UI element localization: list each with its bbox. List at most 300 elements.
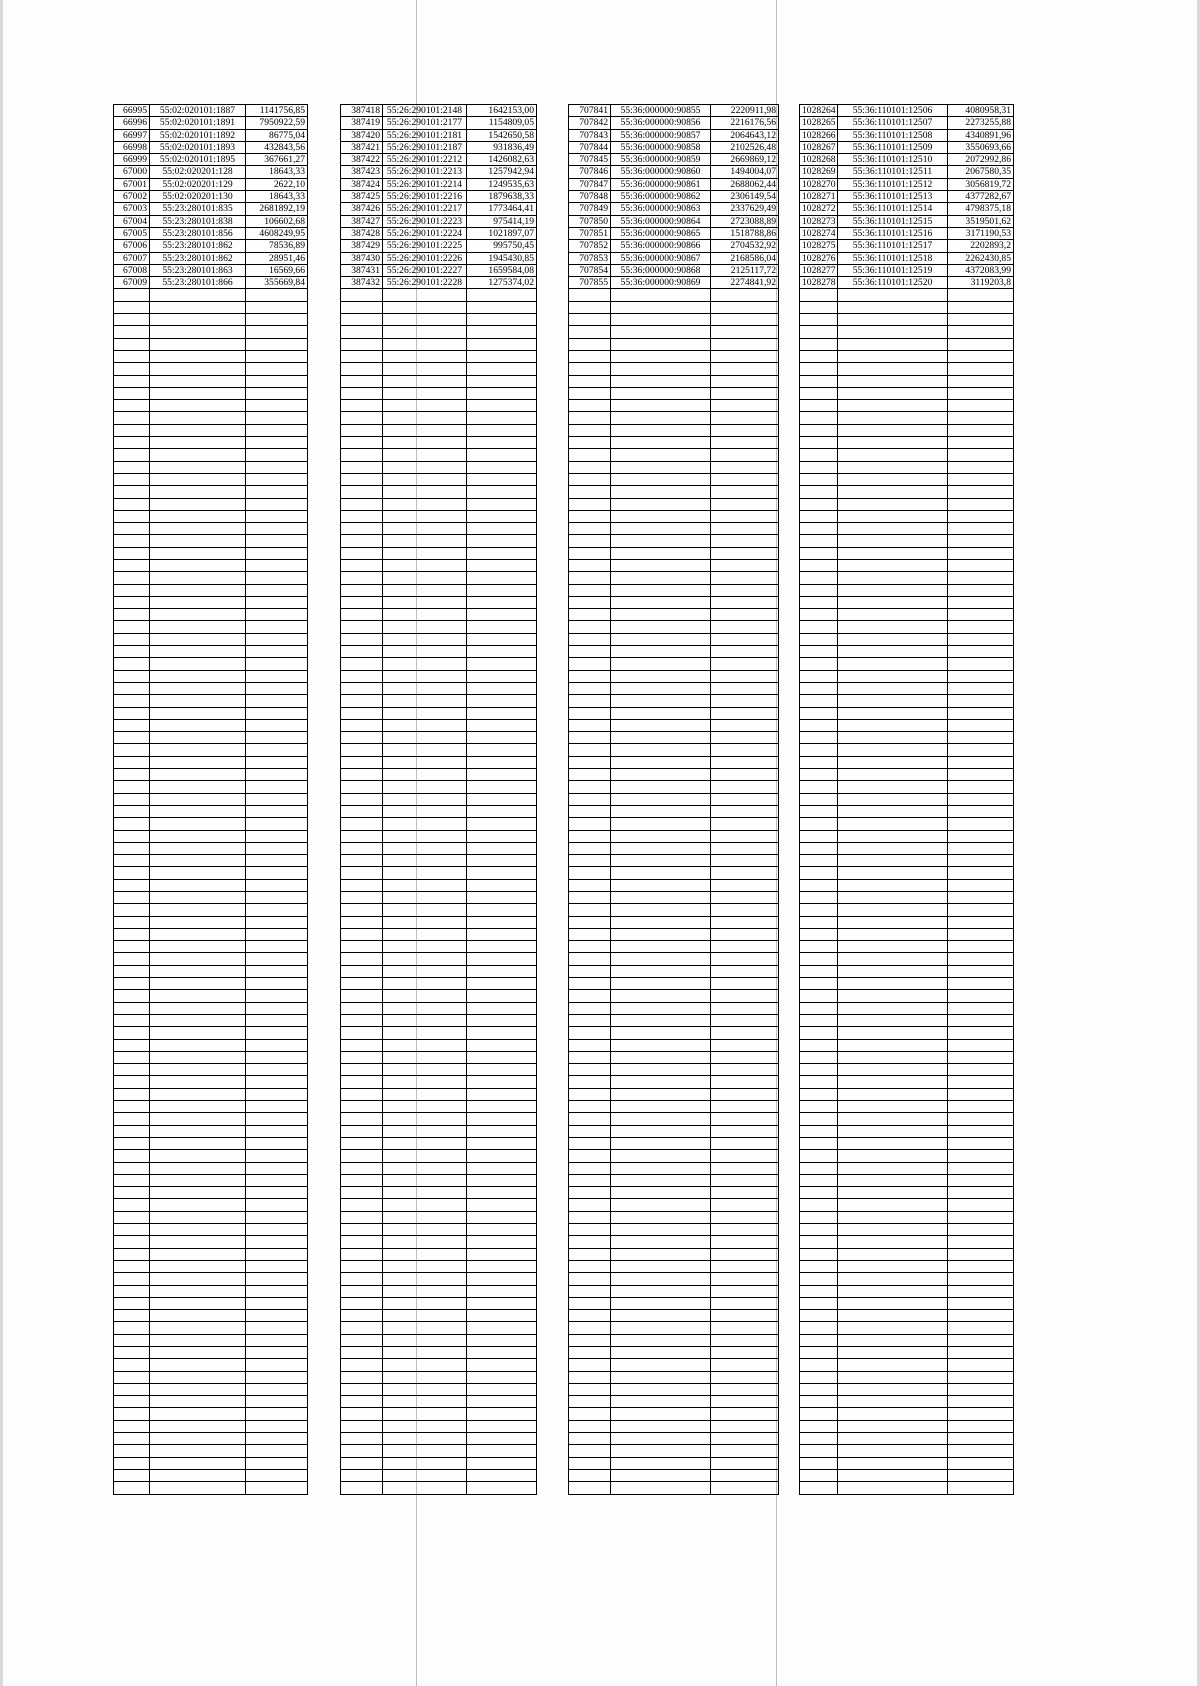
cadastral-number bbox=[383, 978, 467, 990]
cadastral-value bbox=[467, 523, 537, 535]
row-number bbox=[114, 449, 150, 461]
cadastral-number bbox=[611, 338, 711, 350]
cadastral-value bbox=[711, 1162, 779, 1174]
row-number bbox=[341, 1002, 383, 1014]
row-number bbox=[114, 707, 150, 719]
cadastral-number bbox=[611, 707, 711, 719]
row-number bbox=[800, 1285, 838, 1297]
row-number bbox=[569, 1433, 611, 1445]
row-number bbox=[569, 1469, 611, 1481]
row-number bbox=[569, 1482, 611, 1494]
cadastral-value: 4608249,95 bbox=[246, 227, 308, 239]
cadastral-value bbox=[711, 670, 779, 682]
table-row bbox=[800, 461, 1014, 473]
cadastral-value: 355669,84 bbox=[246, 277, 308, 289]
cadastral-value bbox=[948, 1051, 1014, 1063]
table-row bbox=[114, 1420, 308, 1432]
cadastral-value bbox=[246, 916, 308, 928]
row-number bbox=[114, 301, 150, 313]
cadastral-number: 55:23:280101:862 bbox=[150, 240, 246, 252]
table-row bbox=[114, 1002, 308, 1014]
row-number bbox=[800, 1482, 838, 1494]
row-number bbox=[800, 621, 838, 633]
row-number bbox=[341, 1383, 383, 1395]
row-number bbox=[569, 744, 611, 756]
table-row bbox=[800, 117, 1014, 129]
cadastral-value bbox=[948, 400, 1014, 412]
cadastral-value bbox=[246, 670, 308, 682]
table-row bbox=[800, 658, 1014, 670]
cadastral-number bbox=[383, 719, 467, 731]
cadastral-number bbox=[383, 916, 467, 928]
table-row bbox=[800, 523, 1014, 535]
cadastral-value: 4080958,31 bbox=[948, 105, 1014, 117]
row-number bbox=[569, 1445, 611, 1457]
cadastral-value bbox=[711, 1088, 779, 1100]
cadastral-value bbox=[467, 559, 537, 571]
cadastral-value bbox=[948, 818, 1014, 830]
cadastral-value: 3119203,8 bbox=[948, 277, 1014, 289]
table-row bbox=[341, 744, 537, 756]
cadastral-value bbox=[711, 1125, 779, 1137]
cadastral-number bbox=[150, 609, 246, 621]
table-row bbox=[800, 1101, 1014, 1113]
table-row bbox=[114, 1014, 308, 1026]
table-row bbox=[800, 277, 1014, 289]
table-row bbox=[569, 1482, 779, 1494]
row-number bbox=[569, 916, 611, 928]
cadastral-value bbox=[246, 1174, 308, 1186]
row-number bbox=[114, 1469, 150, 1481]
cadastral-value bbox=[948, 1002, 1014, 1014]
table-row bbox=[569, 719, 779, 731]
table-row bbox=[341, 1346, 537, 1358]
table-row bbox=[341, 1113, 537, 1125]
cadastral-number bbox=[150, 375, 246, 387]
cadastral-number bbox=[150, 1088, 246, 1100]
cadastral-value bbox=[246, 1162, 308, 1174]
row-number bbox=[114, 1137, 150, 1149]
cadastral-value bbox=[467, 387, 537, 399]
row-number bbox=[800, 1260, 838, 1272]
row-number: 707849 bbox=[569, 203, 611, 215]
row-number bbox=[800, 941, 838, 953]
cadastral-value: 2688062,44 bbox=[711, 178, 779, 190]
table-row bbox=[800, 1150, 1014, 1162]
cadastral-value bbox=[711, 646, 779, 658]
table-row bbox=[800, 498, 1014, 510]
table-row bbox=[341, 842, 537, 854]
table-row bbox=[800, 842, 1014, 854]
cadastral-value bbox=[711, 756, 779, 768]
cadastral-number bbox=[611, 1469, 711, 1481]
table-row bbox=[569, 941, 779, 953]
cadastral-value bbox=[711, 473, 779, 485]
table-row bbox=[114, 965, 308, 977]
table-row bbox=[114, 559, 308, 571]
row-number bbox=[569, 609, 611, 621]
table-row bbox=[341, 1199, 537, 1211]
cadastral-number bbox=[611, 1187, 711, 1199]
table-row bbox=[114, 547, 308, 559]
row-number bbox=[114, 314, 150, 326]
row-number bbox=[341, 1371, 383, 1383]
table-row bbox=[800, 1457, 1014, 1469]
row-number bbox=[800, 1162, 838, 1174]
table-row bbox=[341, 363, 537, 375]
cadastral-number bbox=[838, 707, 948, 719]
table-row bbox=[341, 350, 537, 362]
cadastral-value bbox=[948, 437, 1014, 449]
cadastral-number bbox=[611, 1433, 711, 1445]
row-number: 67006 bbox=[114, 240, 150, 252]
table-row bbox=[569, 781, 779, 793]
cadastral-value bbox=[948, 461, 1014, 473]
row-number bbox=[800, 842, 838, 854]
cadastral-number bbox=[150, 928, 246, 940]
cadastral-number bbox=[838, 1199, 948, 1211]
table-row bbox=[569, 1014, 779, 1026]
cadastral-value bbox=[246, 707, 308, 719]
row-number: 707848 bbox=[569, 191, 611, 203]
table-row bbox=[800, 400, 1014, 412]
row-number bbox=[800, 486, 838, 498]
cadastral-number bbox=[383, 818, 467, 830]
cadastral-value bbox=[467, 621, 537, 633]
table-row bbox=[341, 1322, 537, 1334]
table-row bbox=[114, 314, 308, 326]
cadastral-number bbox=[150, 830, 246, 842]
table-row bbox=[800, 928, 1014, 940]
cadastral-value bbox=[711, 1433, 779, 1445]
table-row bbox=[569, 1174, 779, 1186]
cadastral-value bbox=[246, 437, 308, 449]
table-row bbox=[800, 732, 1014, 744]
table-row bbox=[800, 756, 1014, 768]
cadastral-value bbox=[467, 1236, 537, 1248]
cadastral-value bbox=[246, 572, 308, 584]
table-row bbox=[341, 326, 537, 338]
cadastral-number bbox=[611, 793, 711, 805]
cadastral-value bbox=[246, 1322, 308, 1334]
cadastral-value bbox=[467, 1137, 537, 1149]
table-row bbox=[114, 1076, 308, 1088]
row-number: 66996 bbox=[114, 117, 150, 129]
table-row bbox=[341, 424, 537, 436]
row-number bbox=[114, 584, 150, 596]
cadastral-number: 55:36:000000:90867 bbox=[611, 252, 711, 264]
table-row bbox=[114, 1322, 308, 1334]
table-row bbox=[114, 916, 308, 928]
row-number bbox=[341, 1445, 383, 1457]
row-number bbox=[800, 424, 838, 436]
row-number bbox=[341, 559, 383, 571]
row-number: 707853 bbox=[569, 252, 611, 264]
cadastral-value bbox=[948, 1482, 1014, 1494]
cadastral-value bbox=[246, 621, 308, 633]
table-row bbox=[114, 584, 308, 596]
row-number bbox=[800, 670, 838, 682]
cadastral-number bbox=[383, 449, 467, 461]
cadastral-value bbox=[246, 928, 308, 940]
cadastral-number bbox=[383, 363, 467, 375]
table-row bbox=[114, 424, 308, 436]
cadastral-value bbox=[711, 658, 779, 670]
row-number bbox=[800, 547, 838, 559]
row-number bbox=[569, 1064, 611, 1076]
cadastral-value bbox=[948, 1039, 1014, 1051]
table-row bbox=[800, 682, 1014, 694]
cadastral-value bbox=[467, 1162, 537, 1174]
row-number bbox=[114, 1260, 150, 1272]
cadastral-value bbox=[467, 609, 537, 621]
cadastral-value: 1642153,00 bbox=[467, 105, 537, 117]
cadastral-number bbox=[150, 646, 246, 658]
row-number: 66995 bbox=[114, 105, 150, 117]
cadastral-number bbox=[383, 1273, 467, 1285]
cadastral-number bbox=[150, 732, 246, 744]
cadastral-value: 2622,10 bbox=[246, 178, 308, 190]
cadastral-value bbox=[711, 1285, 779, 1297]
row-number bbox=[114, 609, 150, 621]
cadastral-value bbox=[246, 363, 308, 375]
cadastral-value: 3171190,53 bbox=[948, 227, 1014, 239]
cadastral-number bbox=[611, 449, 711, 461]
table-row bbox=[800, 805, 1014, 817]
table-row bbox=[341, 990, 537, 1002]
table-row bbox=[800, 1199, 1014, 1211]
cadastral-value bbox=[948, 314, 1014, 326]
row-number bbox=[800, 1076, 838, 1088]
table-row bbox=[341, 166, 537, 178]
cadastral-value bbox=[467, 1260, 537, 1272]
cadastral-number bbox=[383, 867, 467, 879]
table-row bbox=[569, 1346, 779, 1358]
row-number bbox=[114, 1322, 150, 1334]
table-row bbox=[114, 301, 308, 313]
cadastral-value: 995750,45 bbox=[467, 240, 537, 252]
row-number bbox=[800, 1383, 838, 1395]
cadastral-value bbox=[467, 1187, 537, 1199]
cadastral-number bbox=[150, 1346, 246, 1358]
row-number bbox=[800, 879, 838, 891]
row-number bbox=[341, 1273, 383, 1285]
cadastral-number bbox=[611, 1359, 711, 1371]
table-row bbox=[341, 400, 537, 412]
cadastral-number bbox=[611, 732, 711, 744]
row-number bbox=[341, 1162, 383, 1174]
table-row bbox=[114, 178, 308, 190]
table-row bbox=[114, 1101, 308, 1113]
table-row bbox=[341, 953, 537, 965]
row-number bbox=[341, 978, 383, 990]
row-number bbox=[341, 375, 383, 387]
cadastral-value bbox=[711, 1445, 779, 1457]
cadastral-value: 2064643,12 bbox=[711, 129, 779, 141]
table-row bbox=[569, 203, 779, 215]
cadastral-number bbox=[383, 965, 467, 977]
cadastral-number: 55:26:290101:2226 bbox=[383, 252, 467, 264]
table-row bbox=[114, 1125, 308, 1137]
cadastral-number bbox=[838, 1297, 948, 1309]
cadastral-value bbox=[246, 1457, 308, 1469]
cadastral-value bbox=[711, 375, 779, 387]
cadastral-value bbox=[948, 1014, 1014, 1026]
cadastral-value bbox=[948, 904, 1014, 916]
cadastral-number bbox=[150, 498, 246, 510]
row-number: 707847 bbox=[569, 178, 611, 190]
row-number bbox=[800, 1150, 838, 1162]
row-number bbox=[114, 289, 150, 301]
table-row bbox=[341, 437, 537, 449]
cadastral-number bbox=[383, 1224, 467, 1236]
cadastral-number: 55:26:290101:2224 bbox=[383, 227, 467, 239]
table-row bbox=[569, 633, 779, 645]
table-row bbox=[569, 264, 779, 276]
row-number bbox=[341, 1014, 383, 1026]
table-row bbox=[800, 227, 1014, 239]
cadastral-value bbox=[246, 449, 308, 461]
row-number: 387426 bbox=[341, 203, 383, 215]
row-number bbox=[800, 928, 838, 940]
table-row bbox=[800, 1359, 1014, 1371]
row-number bbox=[114, 965, 150, 977]
row-number bbox=[800, 1248, 838, 1260]
cadastral-value bbox=[467, 904, 537, 916]
row-number bbox=[341, 449, 383, 461]
row-number bbox=[341, 572, 383, 584]
cadastral-number: 55:02:020101:1895 bbox=[150, 154, 246, 166]
row-number bbox=[569, 363, 611, 375]
cadastral-value bbox=[711, 1383, 779, 1395]
cadastral-number bbox=[838, 338, 948, 350]
row-number bbox=[114, 547, 150, 559]
cadastral-number: 55:36:110101:12513 bbox=[838, 191, 948, 203]
table-row bbox=[800, 1420, 1014, 1432]
cadastral-number bbox=[150, 1433, 246, 1445]
cadastral-number bbox=[150, 719, 246, 731]
cadastral-number bbox=[150, 289, 246, 301]
table-row bbox=[114, 449, 308, 461]
row-number bbox=[800, 1457, 838, 1469]
cadastral-value bbox=[711, 879, 779, 891]
row-number: 707842 bbox=[569, 117, 611, 129]
cadastral-number bbox=[838, 424, 948, 436]
row-number bbox=[800, 535, 838, 547]
cadastral-value bbox=[246, 1383, 308, 1395]
cadastral-number bbox=[383, 510, 467, 522]
table-row bbox=[800, 769, 1014, 781]
table-row bbox=[114, 1187, 308, 1199]
row-number bbox=[114, 498, 150, 510]
row-number bbox=[800, 1310, 838, 1322]
table-row bbox=[341, 1162, 537, 1174]
table-row bbox=[569, 867, 779, 879]
cadastral-number bbox=[838, 486, 948, 498]
table-row bbox=[569, 1051, 779, 1063]
cadastral-value bbox=[467, 658, 537, 670]
cadastral-number: 55:02:020201:128 bbox=[150, 166, 246, 178]
table-row bbox=[800, 1064, 1014, 1076]
table-row bbox=[800, 818, 1014, 830]
table-row bbox=[569, 486, 779, 498]
table-row bbox=[569, 1457, 779, 1469]
table-row bbox=[114, 879, 308, 891]
cadastral-value bbox=[246, 584, 308, 596]
cadastral-number bbox=[838, 535, 948, 547]
table-row bbox=[800, 1433, 1014, 1445]
cadastral-value bbox=[948, 1027, 1014, 1039]
row-number bbox=[800, 658, 838, 670]
cadastral-value bbox=[948, 1285, 1014, 1297]
cadastral-number bbox=[611, 670, 711, 682]
cadastral-value: 2274841,92 bbox=[711, 277, 779, 289]
cadastral-number bbox=[383, 941, 467, 953]
table-row bbox=[341, 1469, 537, 1481]
cadastral-value bbox=[246, 510, 308, 522]
table-row bbox=[569, 1297, 779, 1309]
cadastral-value bbox=[246, 1187, 308, 1199]
row-number bbox=[569, 781, 611, 793]
table-row bbox=[114, 756, 308, 768]
cadastral-value bbox=[948, 1420, 1014, 1432]
cadastral-value bbox=[246, 1297, 308, 1309]
row-number bbox=[114, 953, 150, 965]
table-row bbox=[114, 978, 308, 990]
table-row bbox=[569, 326, 779, 338]
cadastral-value: 2669869,12 bbox=[711, 154, 779, 166]
row-number bbox=[341, 350, 383, 362]
row-number bbox=[569, 1076, 611, 1088]
table-row bbox=[341, 1137, 537, 1149]
row-number bbox=[569, 1273, 611, 1285]
table-row bbox=[114, 535, 308, 547]
row-number bbox=[341, 621, 383, 633]
row-number bbox=[800, 584, 838, 596]
table-row bbox=[114, 510, 308, 522]
row-number bbox=[341, 289, 383, 301]
table-row bbox=[114, 363, 308, 375]
cadastral-number bbox=[611, 1224, 711, 1236]
cadastral-value bbox=[948, 412, 1014, 424]
cadastral-number bbox=[383, 695, 467, 707]
row-number bbox=[569, 412, 611, 424]
cadastral-number bbox=[838, 621, 948, 633]
cadastral-number bbox=[838, 941, 948, 953]
cadastral-value bbox=[467, 1469, 537, 1481]
table-row bbox=[569, 646, 779, 658]
row-number bbox=[341, 756, 383, 768]
table-row bbox=[341, 387, 537, 399]
row-number bbox=[114, 744, 150, 756]
cadastral-number bbox=[838, 1014, 948, 1026]
cadastral-number: 55:26:290101:2223 bbox=[383, 215, 467, 227]
table-row bbox=[114, 1260, 308, 1272]
table-row bbox=[341, 1014, 537, 1026]
row-number bbox=[114, 793, 150, 805]
cadastral-value bbox=[467, 1285, 537, 1297]
table-row bbox=[800, 572, 1014, 584]
row-number bbox=[800, 1408, 838, 1420]
table-row bbox=[569, 1211, 779, 1223]
cadastral-number bbox=[150, 363, 246, 375]
cadastral-value bbox=[948, 1297, 1014, 1309]
row-number bbox=[800, 1322, 838, 1334]
cadastral-number bbox=[383, 1334, 467, 1346]
cadastral-number bbox=[838, 1174, 948, 1186]
cadastral-number bbox=[838, 978, 948, 990]
table-row bbox=[569, 830, 779, 842]
